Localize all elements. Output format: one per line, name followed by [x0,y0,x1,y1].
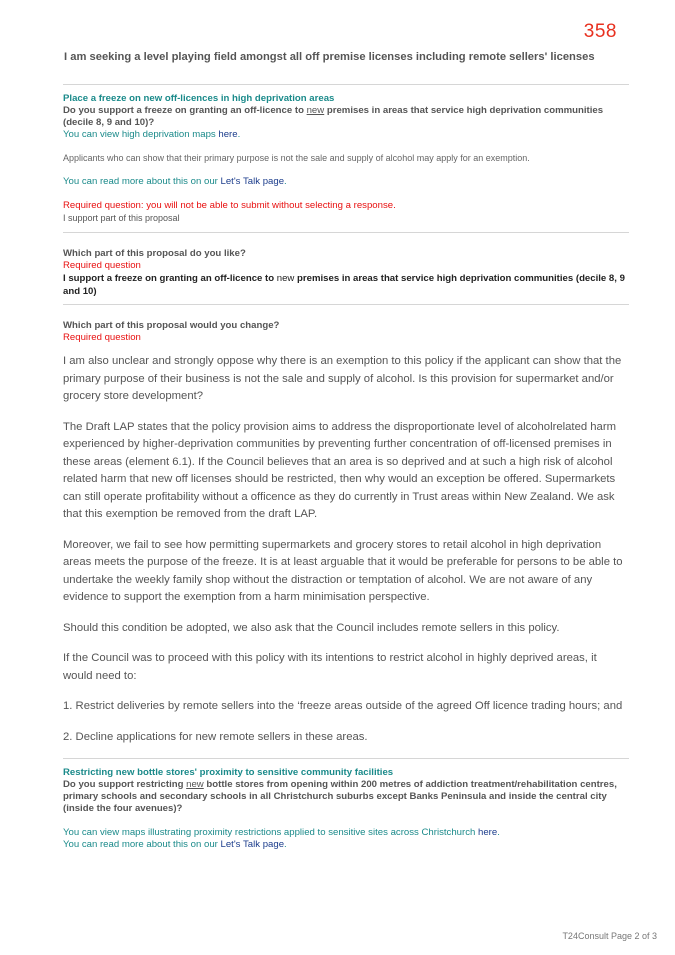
selected-answer: I support part of this proposal [63,213,180,223]
answer-paragraph: 2. Decline applications for new remote sellers in these areas. [63,730,368,743]
headline: I am seeking a level playing field amongst all off premise licenses including remote sellers' licenses [64,51,595,63]
question-text: Do you support restricting new bottle stores from opening within 200 metres of addiction treatment/rehabilitation centres, primary schools and secondary schools in all Christchurch suburbs except Banks Peninsula and inside the central city (inside the four avenues)? [63,779,617,814]
document-content [63,50,629,851]
answer-paragraph: 1. Restrict deliveries by remote sellers into the ‘freeze areas outside of the agreed Off licence trading hours; and [63,700,623,712]
question-text: Which part of this proposal would you change? [63,320,280,331]
underlined-word: new [306,105,325,116]
answer-paragraph: If the Council was to proceed with this policy with its intentions to restrict alcohol in highly deprived areas, it would need to: [63,652,597,682]
required-note: Required question: you will not be able to submit without selecting a response. [63,200,396,211]
required-label: Required question [63,332,141,343]
exemption-note: Applicants who can show that their primary purpose is not the sale and supply of alcohol may apply for an exemption. [63,153,530,163]
section-freeze-off-licences [63,93,629,224]
answer-paragraph: The Draft LAP states that the policy provision aims to address the disproportionate level of alcoholrelated harm experienced by higher-deprivation communities by preventing further concentration of off-licensed premises in these areas (element 6.1). If the Council believes that an area is so deprived and at such a high risk of alcohol related harm that new off licenses should be restricted, then why would an exception be offered. Supermarkets can still operate profitability without a officence as they do currently in Trust areas within New Zealand. We ask that this exemption be removed from the draft LAP. [63,420,617,520]
lets-talk-link[interactable]: Let's Talk page [220,839,285,850]
divider [63,232,629,233]
page-number: 358 [583,21,617,42]
answer-paragraph: Should this condition be adopted, we also ask that the Council includes remote sellers in this policy. [63,621,560,634]
question-text: Do you support a freeze on granting an off-licence to new premises in areas that service high deprivation communities (decile 8, 9 and 10)? [63,105,604,128]
section-title: Place a freeze on new off-licences in high deprivation areas [63,93,335,104]
divider [63,304,629,305]
read-more-note: You can read more about this on our Let's Talk page. [63,839,287,850]
page-footer: T24Consult Page 2 of 3 [562,931,657,941]
maps-link[interactable]: here [478,827,498,838]
lets-talk-link[interactable]: Let's Talk page [220,176,285,187]
section-change [63,320,629,746]
maps-note: You can view high deprivation maps here. [63,129,241,140]
answer-paragraph: I am also unclear and strongly oppose why there is an exemption to this policy if the applicant can show that the primary purpose of their business is not the sale and supply of alcohol. Is this provision for supermarket and/or grocery store development? [63,355,622,402]
maps-link[interactable]: here [218,129,238,140]
section-bottle-stores-proximity [63,767,629,851]
maps-note: You can view maps illustrating proximity restrictions applied to sensitive sites across Christchurch here. [63,827,500,838]
question-text: Which part of this proposal do you like? [63,248,246,259]
answer-text: I support a freeze on granting an off-licence to new premises in areas that service high deprivation communities (decile 8, 9 and 10) [63,273,625,297]
required-label: Required question [63,260,141,271]
answer-paragraph: Moreover, we fail to see how permitting supermarkets and grocery stores to retail alcohol in high deprivation areas meets the purpose of the freeze. It is at least arguable that it would be preferable for persons to be able to undertake the weekly family shop without the distraction or temptation of alcohol. We are not aware of any evidence to support the exemption from a harm minimisation perspective. [63,538,623,603]
section-like [63,248,629,298]
underlined-word: new [186,779,204,790]
divider [63,758,629,759]
read-more-note: You can read more about this on our Let's Talk page. [63,176,287,187]
divider [63,84,629,85]
section-title: Restricting new bottle stores' proximity to sensitive community facilities [63,767,394,778]
